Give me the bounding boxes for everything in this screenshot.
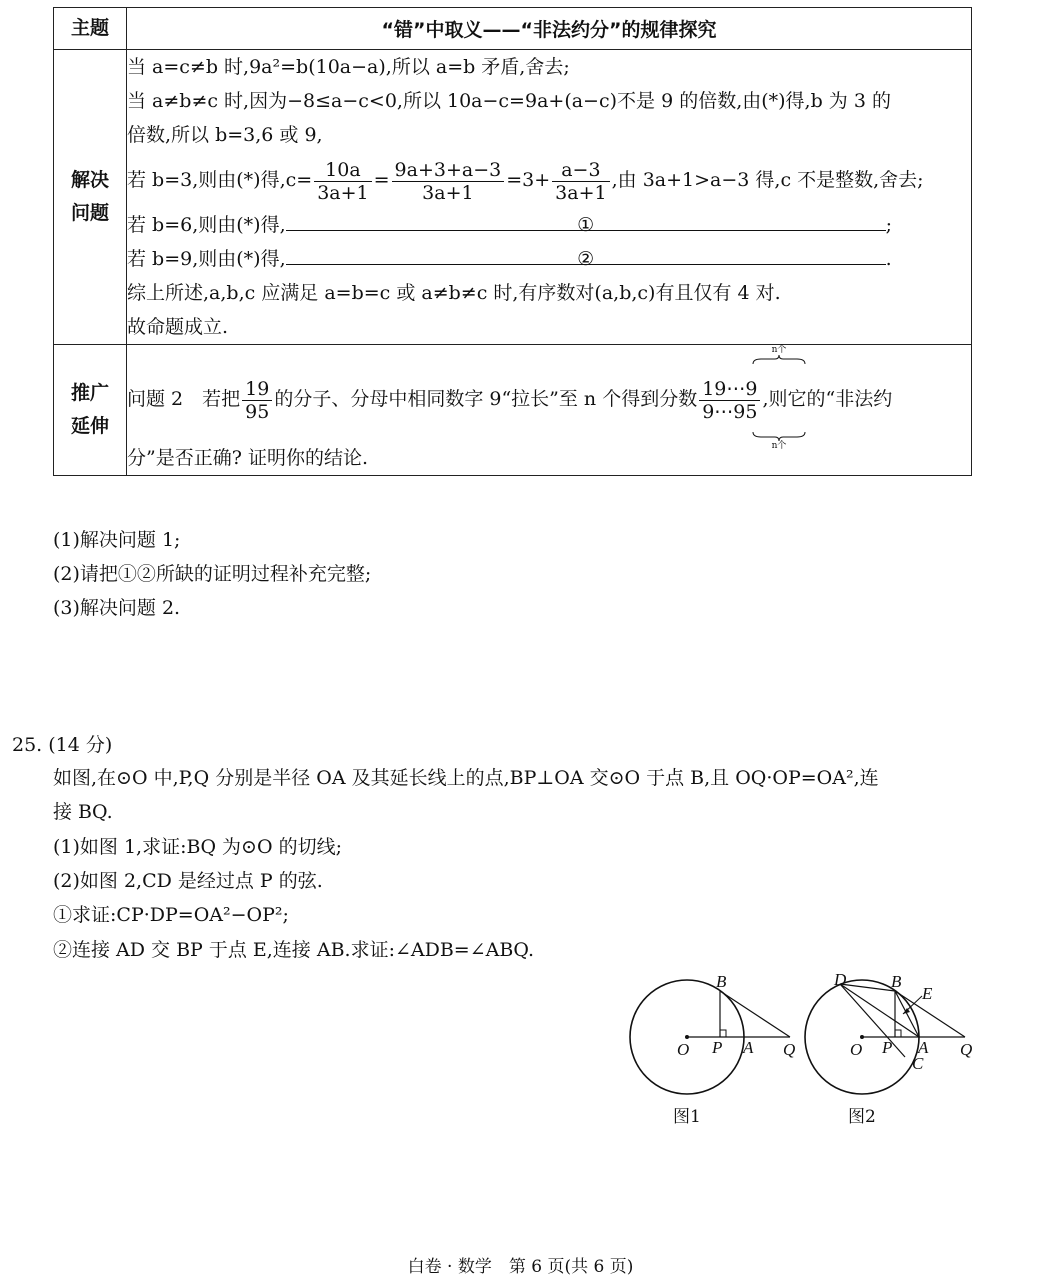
- label-C: C: [912, 1054, 924, 1073]
- brace-bottom-icon: [751, 431, 807, 441]
- topic-title: “错”中取义——“非法约分”的规律探究: [127, 8, 972, 50]
- label-A: A: [918, 1038, 929, 1057]
- figure-2: [800, 970, 980, 1127]
- answer-blank-2[interactable]: ②: [286, 242, 886, 265]
- page-footer: 白卷 · 数学 第 6 页(共 6 页): [407, 1257, 634, 1277]
- label-Q: Q: [960, 1040, 973, 1059]
- label-A: A: [743, 1038, 754, 1057]
- figure-1: [625, 972, 805, 1127]
- label-E: E: [922, 984, 933, 1003]
- question-25-part-2: (2)如图 2,CD 是经过点 P 的弦.: [53, 870, 323, 892]
- topic-table: [53, 7, 972, 476]
- solve-line-2: 当 a≠b≠c 时,因为−8≤a−c<0,所以 10a−c=9a+(a−c)不是 9 的倍数,由(*)得,b 为 3 的: [127, 90, 891, 112]
- figure-1-caption: 图1: [673, 1107, 701, 1127]
- brace-top-label: n个: [771, 345, 787, 355]
- label-B: B: [891, 972, 902, 991]
- fraction: $\frac{9a+3+a-3}{3a+1}$: [392, 159, 505, 204]
- solve-line-6: 若 b=9,则由(*)得, ② .: [127, 242, 971, 276]
- brace-bottom-label: n个: [771, 441, 787, 451]
- task-1: (1)解决问题 1;: [53, 529, 181, 551]
- solve-line-5: 若 b=6,则由(*)得, ① ;: [127, 208, 971, 242]
- solve-line-7: 综上所述,a,b,c 应满足 a=b=c 或 a≠b≠c 时,有序数对(a,b,c)有且仅有 4 对.: [127, 282, 781, 304]
- extend-line-1: 问题 2 若把 $\frac{19}{95}$ 的分子、分母中相同数字 9“拉长”至 n 个得到分数 $\frac{19\cdots 9}{9\cdots 95}$ ,则它的“非法约: [127, 377, 893, 423]
- label-P: P: [712, 1038, 723, 1057]
- brace-top-icon: [751, 355, 807, 365]
- label-O: O: [850, 1040, 863, 1059]
- label-Q: Q: [783, 1040, 796, 1059]
- solve-content: [127, 50, 972, 345]
- question-25-part-2-2: ②连接 AD 交 BP 于点 E,连接 AB.求证:∠ADB=∠ABQ.: [53, 939, 535, 961]
- task-3: (3)解决问题 2.: [53, 597, 181, 619]
- figure-2-diagram: [800, 972, 980, 1102]
- answer-blank-1[interactable]: ①: [286, 208, 886, 231]
- topic-label: 主题: [54, 8, 127, 50]
- figure-1-diagram: [625, 972, 805, 1102]
- fraction: $\frac{10a}{3a+1}$: [314, 159, 371, 204]
- solve-line-4: 若 b=3,则由(*)得,c= $\frac{10a}{3a+1}$ = $\frac{9a+3+a-3}{3a+1}$ =3+ $\frac{a-3}{3a+1}$ ,由 3a+1>a−3 得,c 不是整数,舍去;: [127, 158, 924, 204]
- stretched-fraction: $\frac{19\cdots 9}{9\cdots 95}$: [699, 378, 760, 423]
- question-25-line-1: 如图,在⊙O 中,P,Q 分别是半径 OA 及其延长线上的点,BP⊥OA 交⊙O 于点 B,且 OQ·OP=OA²,连: [53, 767, 879, 789]
- question-25-header: 25. (14 分): [12, 734, 113, 756]
- question-25-line-2: 接 BQ.: [53, 801, 113, 823]
- task-2: (2)请把①②所缺的证明过程补充完整;: [53, 563, 372, 585]
- label-D: D: [834, 970, 847, 989]
- extend-label: 推广 延伸: [54, 345, 127, 476]
- extend-content: [127, 345, 972, 476]
- question-25-part-1: (1)如图 1,求证:BQ 为⊙O 的切线;: [53, 836, 342, 858]
- fraction: $\frac{a-3}{3a+1}$: [552, 159, 609, 204]
- question-25-part-2-1: ①求证:CP·DP=OA²−OP²;: [53, 904, 289, 926]
- label-P: P: [882, 1038, 893, 1057]
- solve-label: 解决 问题: [54, 50, 127, 345]
- solve-line-8: 故命题成立.: [127, 316, 229, 338]
- solve-line-1: 当 a=c≠b 时,9a²=b(10a−a),所以 a=b 矛盾,舍去;: [127, 56, 570, 78]
- label-B: B: [716, 972, 727, 991]
- label-O: O: [677, 1040, 690, 1059]
- solve-line-3: 倍数,所以 b=3,6 或 9,: [127, 124, 323, 146]
- extend-line-2: 分”是否正确? 证明你的结论.: [127, 447, 368, 469]
- figure-2-caption: 图2: [848, 1107, 876, 1127]
- fraction: $\frac{19}{95}$: [242, 378, 272, 423]
